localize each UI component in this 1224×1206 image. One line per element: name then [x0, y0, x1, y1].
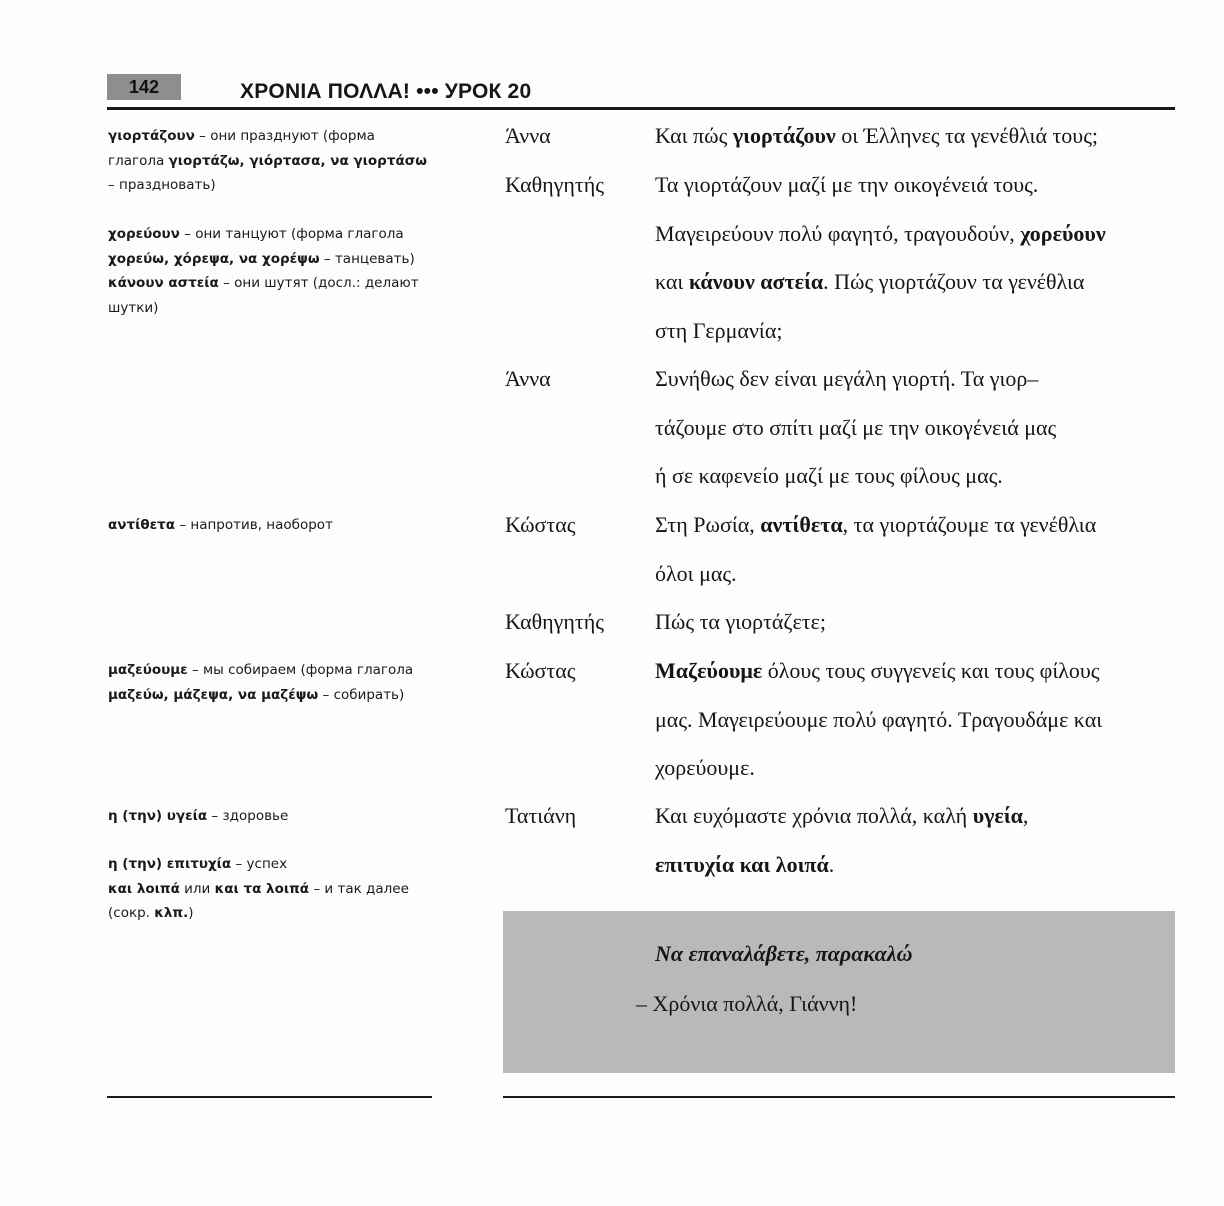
speaker-name: Τατιάνη — [505, 803, 577, 828]
speaker-name: Άννα — [505, 366, 551, 391]
dialogue-line: Πώς τα γιορτάζετε; — [655, 609, 826, 634]
exercise-box — [503, 911, 1175, 1073]
speaker-name: Κώστας — [505, 512, 576, 537]
dialogue-line: Και πώς γιορτάζουν οι Έλληνες τα γενέθλιά τους; — [655, 123, 1099, 148]
footer-rule-right — [503, 1096, 1175, 1098]
exercise-phrase: – Χρόνια πολλά, Γιάννη! — [636, 991, 858, 1016]
dialogue-line: όλοι μας. — [655, 560, 737, 586]
speaker-name: Καθηγητής — [505, 609, 604, 634]
dialogue-line: Μαζεύουμε όλους τους συγγενείς και τους φίλους — [655, 658, 1100, 683]
dialogue-line: και κάνουν αστεία. Πώς γιορτάζουν τα γενέθλια — [655, 269, 1085, 294]
dialogue-line: στη Γερμανία; — [655, 317, 783, 343]
page-number: 142 — [128, 76, 160, 97]
vocab-entry: μαζεύουμε – мы собираем (форма глагола μαζεύω, μάζεψα, να μαζέψω – собирать) — [108, 662, 414, 703]
dialogue-line: Και ευχόμαστε χρόνια πολλά, καλή υγεία, — [655, 803, 1029, 828]
dialogue-line: επιτυχία και λοιπά. — [655, 851, 835, 877]
vocab-entry: χορεύουν – они танцуют (форма глагола χορεύω, χόρεψα, να χορέψω – танцевать) κάνουν αστεία – они шутят (досл.: делают шутки) — [108, 226, 419, 316]
footer-rule-left — [107, 1096, 432, 1098]
page-number-badge — [107, 74, 181, 100]
dialogue-line: ή σε καφενείο μαζί με τους φίλους μας. — [655, 463, 1003, 488]
running-title: ΧΡΟΝΙΑ ΠΟΛΛΑ! ••• УРОК 20 — [240, 80, 532, 103]
speaker-name: Κώστας — [505, 658, 576, 683]
dialogue-line: Μαγειρεύουν πολύ φαγητό, τραγουδούν, χορεύουν — [655, 220, 1106, 246]
dialogue-line: μας. Μαγειρεύουμε πολύ φαγητό. Τραγουδάμε και — [655, 706, 1103, 732]
vocab-entry: αντίθετα – напротив, наоборот — [108, 517, 333, 533]
dialogue-line: τάζουμε στο σπίτι μαζί με την οικογένειά μας — [655, 414, 1057, 440]
speaker-name: Άννα — [505, 123, 551, 148]
exercise-title: Να επαναλάβετε, παρακαλώ — [655, 941, 913, 966]
vocab-entry: η (την) επιτυχία – успех και λοιπά или και τα λοιπά – и так далее (сокр. κλπ.) — [108, 856, 409, 921]
dialogue-line: Τα γιορτάζουν μαζί με την οικογένειά τους. — [655, 172, 1039, 197]
speaker-name: Καθηγητής — [505, 172, 604, 197]
dialogue-line: Στη Ρωσία, αντίθετα, τα γιορτάζουμε τα γενέθλια — [655, 512, 1097, 537]
vocab-entry: γιορτάζουν – они празднуют (форма глагола γιορτάζω, γιόρτασα, να γιορτάσω – праздновать) — [108, 128, 427, 193]
dialogue-line: Συνήθως δεν είναι μεγάλη γιορτή. Τα γιορ– — [655, 366, 1039, 391]
dialogue-line: χορεύουμε. — [655, 755, 755, 780]
header-rule — [107, 107, 1175, 110]
vocab-entry: η (την) υγεία – здоровье — [108, 808, 289, 824]
